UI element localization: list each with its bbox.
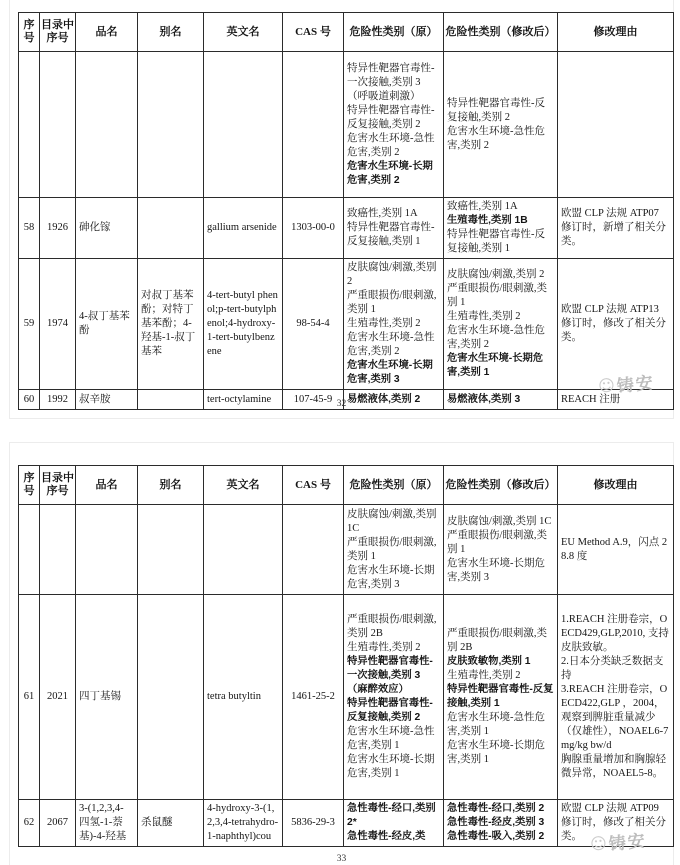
hazard-line: 2.日本分类缺乏数据支持 — [561, 656, 664, 681]
cell-en-name: 4-tert-butyl phenol;p-tert-butylphenol;4-hydroxy-1-tert-butylbenzene — [204, 259, 283, 390]
hazard-line: 易燃液体,类别 3 — [447, 393, 521, 405]
hazard-line: 易燃液体,类别 2 — [347, 393, 421, 405]
column-header: 目录中序号 — [40, 13, 76, 52]
column-header: 修改理由 — [558, 466, 674, 505]
cell-reason — [558, 505, 674, 595]
column-header: 品名 — [76, 466, 138, 505]
cell-cas — [283, 52, 344, 198]
table-row — [19, 198, 674, 259]
hazard-line: 生殖毒性,类别 2 — [447, 311, 521, 322]
hazard-line: 危害水生环境-急性危害,类别 2 — [447, 325, 545, 350]
hazard-line: 特异性靶器官毒性-一次接触,类别 3（麻醉效应） — [347, 656, 433, 695]
table-row — [19, 800, 674, 847]
cell-index-no: 1926 — [40, 198, 76, 259]
column-header: 序号 — [19, 13, 40, 52]
hazard-line: 特异性靶器官毒性-反复接触,类别 1 — [347, 222, 435, 247]
cell-seq: 62 — [19, 800, 40, 847]
column-header: 危险性类别（原） — [344, 466, 444, 505]
hazard-line: 皮肤腐蚀/刺激,类别 1C — [347, 508, 437, 534]
column-header: 修改理由 — [558, 13, 674, 52]
table-row — [19, 505, 674, 595]
cell-index-no: 2021 — [40, 595, 76, 800]
page-number: 33 — [336, 854, 347, 864]
cell-index-no — [40, 505, 76, 595]
column-header: 危险性类别（修改后） — [444, 13, 558, 52]
cell-reason — [558, 595, 674, 800]
hazard-classification-table — [18, 465, 674, 847]
page-number: 32 — [336, 399, 347, 409]
hazard-line: 生殖毒性,类别 2 — [347, 318, 421, 329]
hazard-line: 致癌性,类别 1A — [447, 201, 518, 212]
column-header: 英文名 — [204, 466, 283, 505]
hazard-line: 严重眼损伤/眼刺激,类别 2B — [447, 628, 548, 653]
cell-hazard-original — [344, 198, 444, 259]
cell-name — [76, 505, 138, 595]
cell-name: 叔辛胺 — [76, 390, 138, 410]
cell-reason — [558, 52, 674, 198]
cell-cas: 98-54-4 — [283, 259, 344, 390]
cell-hazard-modified — [444, 800, 558, 847]
hazard-line: 3.REACH 注册卷宗，OECD422,GLP ，2004，观察到脾脏重量减少（仅雄性），NOAEL6-7mg/kg bw/d — [561, 684, 669, 751]
hazard-line: 危害水生环境-长期危害,类别 3 — [447, 557, 545, 583]
hazard-line: 危害水生环境-急性危害,类别 1 — [347, 726, 435, 751]
hazard-line: 特异性靶器官毒性-一次接触,类别 3（呼吸道刺激） — [347, 62, 435, 102]
hazard-line: 特异性靶器官毒性-反复接触,类别 2 — [447, 97, 545, 123]
hazard-line: 严重眼损伤/眼刺激,类别 2B — [347, 614, 437, 639]
column-header: 危险性类别（原） — [344, 13, 444, 52]
hazard-line: 危害水生环境-长期危害,类别 1 — [447, 740, 545, 765]
cell-seq — [19, 52, 40, 198]
hazard-line: 危害水生环境-急性危害,类别 2 — [347, 132, 435, 158]
cell-en-name: gallium arsenide — [204, 198, 283, 259]
cell-reason — [558, 198, 674, 259]
hazard-line: 皮肤腐蚀/刺激,类别 2 — [447, 269, 545, 280]
cell-cas: 1303-00-0 — [283, 198, 344, 259]
hazard-line: 特异性靶器官毒性-反复接触,类别 2 — [347, 698, 433, 723]
cell-cas — [283, 505, 344, 595]
cell-alias — [138, 595, 204, 800]
cell-en-name — [204, 505, 283, 595]
document-page-32 — [9, 0, 674, 419]
cell-name: 4-叔丁基苯酚 — [76, 259, 138, 390]
hazard-line: 危害水生环境-急性危害,类别 1 — [447, 712, 545, 737]
cell-alias: 杀鼠醚 — [138, 800, 204, 847]
hazard-line: 生殖毒性,类别 1B — [447, 215, 528, 226]
hazard-line: 急性毒性-经口,类别 2* — [347, 803, 436, 828]
hazard-line: 欧盟 CLP 法规 ATP13 修订时，修改了相关分类。 — [561, 304, 666, 343]
smiley-watermark-icon: ☺ — [597, 375, 616, 396]
hazard-line: 严重眼损伤/眼刺激,类别 1 — [447, 529, 548, 555]
column-header: CAS 号 — [283, 466, 344, 505]
hazard-line: 急性毒性-经皮,类别 3 — [447, 817, 545, 828]
hazard-line: 危害水生环境-长期危害,类别 2 — [347, 160, 433, 186]
cell-seq: 61 — [19, 595, 40, 800]
cell-en-name — [204, 52, 283, 198]
cell-hazard-original — [344, 259, 444, 390]
hazard-line: 急性毒性-经口,类别 2 — [447, 803, 545, 814]
cell-index-no — [40, 52, 76, 198]
cell-name: 四丁基锡 — [76, 595, 138, 800]
cell-index-no: 2067 — [40, 800, 76, 847]
column-header: 别名 — [138, 466, 204, 505]
cell-hazard-original — [344, 52, 444, 198]
hazard-line: 危害水生环境-长期危害,类别 1 — [347, 754, 435, 779]
hazard-line: 危害水生环境-长期危害,类别 1 — [447, 353, 544, 378]
hazard-line: EU Method A.9，闪点 28.8 度 — [561, 536, 668, 562]
cell-hazard-modified — [444, 198, 558, 259]
hazard-line: 急性毒性-吸入,类别 2 — [447, 831, 545, 842]
table-row — [19, 52, 674, 198]
cell-hazard-modified — [444, 595, 558, 800]
table-header-row — [19, 13, 674, 52]
cell-en-name: tetra butyltin — [204, 595, 283, 800]
cell-en-name: tert-octylamine — [204, 390, 283, 410]
column-header: 英文名 — [204, 13, 283, 52]
hazard-line: 严重眼损伤/眼刺激,类别 1 — [447, 283, 548, 308]
watermark-text: 铸安 — [615, 373, 656, 396]
hazard-line: 生殖毒性,类别 2 — [347, 642, 421, 653]
column-header: 目录中序号 — [40, 466, 76, 505]
cell-index-no: 1992 — [40, 390, 76, 410]
column-header: 序号 — [19, 466, 40, 505]
cell-reason — [558, 800, 674, 847]
hazard-line: 皮肤腐蚀/刺激,类别 2 — [347, 262, 437, 287]
hazard-line: 严重眼损伤/眼刺激,类别 1 — [347, 290, 437, 315]
hazard-line: 欧盟 CLP 法规 ATP09 修订时，修改了相关分类。 — [561, 803, 666, 842]
cell-name: 砷化镓 — [76, 198, 138, 259]
cell-reason — [558, 259, 674, 390]
hazard-line: 特异性靶器官毒性-反复接触,类别 2 — [347, 104, 435, 130]
hazard-line: 皮肤致敏物,类别 1 — [447, 656, 531, 667]
cell-index-no: 1974 — [40, 259, 76, 390]
column-header: 品名 — [76, 13, 138, 52]
hazard-line: 急性毒性-经皮,类 — [347, 831, 426, 842]
hazard-line: 生殖毒性,类别 2 — [447, 670, 521, 681]
hazard-line: REACH 注册 — [561, 393, 621, 405]
cell-seq: 59 — [19, 259, 40, 390]
smiley-watermark-icon: ☺ — [589, 833, 608, 854]
cell-en-name: 4-hydroxy-3-(1,2,3,4-tetrahydro-1-naphthyl)cou — [204, 800, 283, 847]
table-row — [19, 595, 674, 800]
cell-cas: 5836-29-3 — [283, 800, 344, 847]
cell-hazard-original — [344, 800, 444, 847]
column-header: CAS 号 — [283, 13, 344, 52]
cell-seq: 60 — [19, 390, 40, 410]
hazard-line: 皮肤腐蚀/刺激,类别 1C — [447, 515, 552, 527]
hazard-classification-table — [18, 12, 674, 410]
hazard-line: 胸腺重量增加和胸腺轻微异常，NOAEL5-8。 — [561, 754, 666, 779]
table-header-row — [19, 466, 674, 505]
watermark-text: 铸安 — [607, 831, 648, 854]
hazard-line: 危害水生环境-长期危害,类别 3 — [347, 360, 433, 385]
cell-hazard-modified — [444, 259, 558, 390]
hazard-line: 危害水生环境-长期危害,类别 3 — [347, 564, 435, 590]
table-row — [19, 259, 674, 390]
cell-cas: 107-45-9 — [283, 390, 344, 410]
hazard-line: 特异性靶器官毒性-反复接触,类别 1 — [447, 229, 545, 254]
cell-name: 3-(1,2,3,4-四氢-1-萘基)-4-羟基 — [76, 800, 138, 847]
column-header: 危险性类别（修改后） — [444, 466, 558, 505]
cell-name — [76, 52, 138, 198]
hazard-line: 1.REACH 注册卷宗，OECD429,GLP,2010, 支持皮肤致敏。 — [561, 614, 669, 653]
hazard-line: 欧盟 CLP 法规 ATP07 修订时，新增了相关分类。 — [561, 208, 666, 247]
hazard-line: 特异性靶器官毒性-反复接触,类别 1 — [447, 684, 554, 709]
cell-alias: 对叔丁基苯酚；对特丁基苯酚；4-羟基-1-叔丁基苯 — [138, 259, 204, 390]
document-page-33 — [9, 442, 674, 865]
column-header: 别名 — [138, 13, 204, 52]
cell-hazard-modified — [444, 52, 558, 198]
cell-seq: 58 — [19, 198, 40, 259]
cell-alias — [138, 198, 204, 259]
cell-alias — [138, 505, 204, 595]
cell-alias — [138, 52, 204, 198]
hazard-line: 危害水生环境-急性危害,类别 2 — [447, 125, 545, 151]
cell-hazard-original — [344, 595, 444, 800]
cell-hazard-original — [344, 505, 444, 595]
hazard-line: 严重眼损伤/眼刺激,类别 1 — [347, 536, 437, 562]
cell-seq — [19, 505, 40, 595]
cell-hazard-modified — [444, 505, 558, 595]
hazard-line: 致癌性,类别 1A — [347, 208, 418, 219]
cell-cas: 1461-25-2 — [283, 595, 344, 800]
hazard-line: 危害水生环境-急性危害,类别 2 — [347, 332, 435, 357]
